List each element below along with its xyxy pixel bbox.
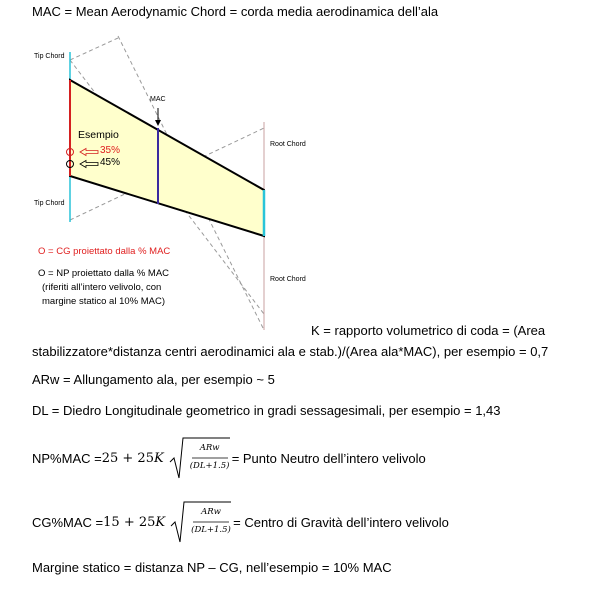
mac-arrow-head — [155, 120, 161, 126]
arw-definition: ARw = Allungamento ala, per esempio ~ 5 — [32, 372, 275, 387]
legend-cg: O = CG proiettato dalla % MAC — [38, 246, 171, 257]
esempio-label: Esempio — [78, 129, 119, 141]
np-frac-den: (DL+1.5) — [189, 461, 230, 471]
sqrt-sign-icon — [169, 498, 233, 546]
dl-definition: DL = Diedro Longitudinale geometrico in gradi sessagesimali, per esempio = 1,43 — [32, 403, 501, 418]
mac-label: MAC — [150, 96, 166, 103]
pct-35-label: 35% — [100, 145, 121, 156]
legend-np-1: O = NP proiettato dalla % MAC — [38, 268, 170, 279]
k-definition-2: stabilizzatore*distanza centri aerodinamici ala e stab.)/(Area ala*MAC), per esempio = 0,7 — [32, 344, 549, 359]
margin-definition: Margine statico = distanza NP – CG, nell’esempio = 10% MAC — [32, 560, 392, 575]
cg-formula — [32, 498, 449, 546]
guide-line-top — [70, 38, 118, 60]
np-formula-k: K — [153, 450, 164, 466]
np-formula-expr: 25 + 25 — [101, 450, 154, 466]
cg-formula-lhs: CG%MAC = — [32, 514, 104, 530]
np-formula-lhs: NP%MAC = — [32, 450, 102, 466]
np-formula — [32, 434, 426, 482]
cg-sqrt — [169, 498, 233, 546]
np-sqrt — [168, 434, 232, 482]
cg-formula-k: K — [155, 514, 166, 530]
pct-45-label: 45% — [100, 157, 121, 168]
legend-np-3: margine statico al 10% MAC) — [42, 296, 166, 307]
np-frac-num: ARw — [199, 443, 220, 453]
sqrt-sign-icon — [168, 434, 232, 482]
cg-frac-num: ARw — [201, 507, 221, 517]
mac-definition: MAC = Mean Aerodynamic Chord = corda media aerodinamica dell’ala — [32, 4, 439, 19]
k-definition-1: K = rapporto volumetrico di coda = (Area — [311, 323, 546, 338]
cg-formula-rhs: = Centro di Gravità dell’intero velivolo — [233, 514, 449, 530]
root-chord-label-bottom: Root Chord — [270, 276, 306, 283]
cg-frac-den: (DL+1.5) — [191, 525, 231, 535]
legend-np-2: (riferiti all’intero velivolo, con — [42, 282, 162, 293]
cg-formula-expr: 15 + 25 — [103, 514, 156, 530]
tip-chord-label-top: Tip Chord — [34, 53, 65, 60]
np-formula-rhs: = Punto Neutro dell’intero velivolo — [231, 450, 426, 466]
tip-chord-label-bottom: Tip Chord — [34, 200, 65, 207]
root-chord-label-top: Root Chord — [270, 141, 306, 148]
